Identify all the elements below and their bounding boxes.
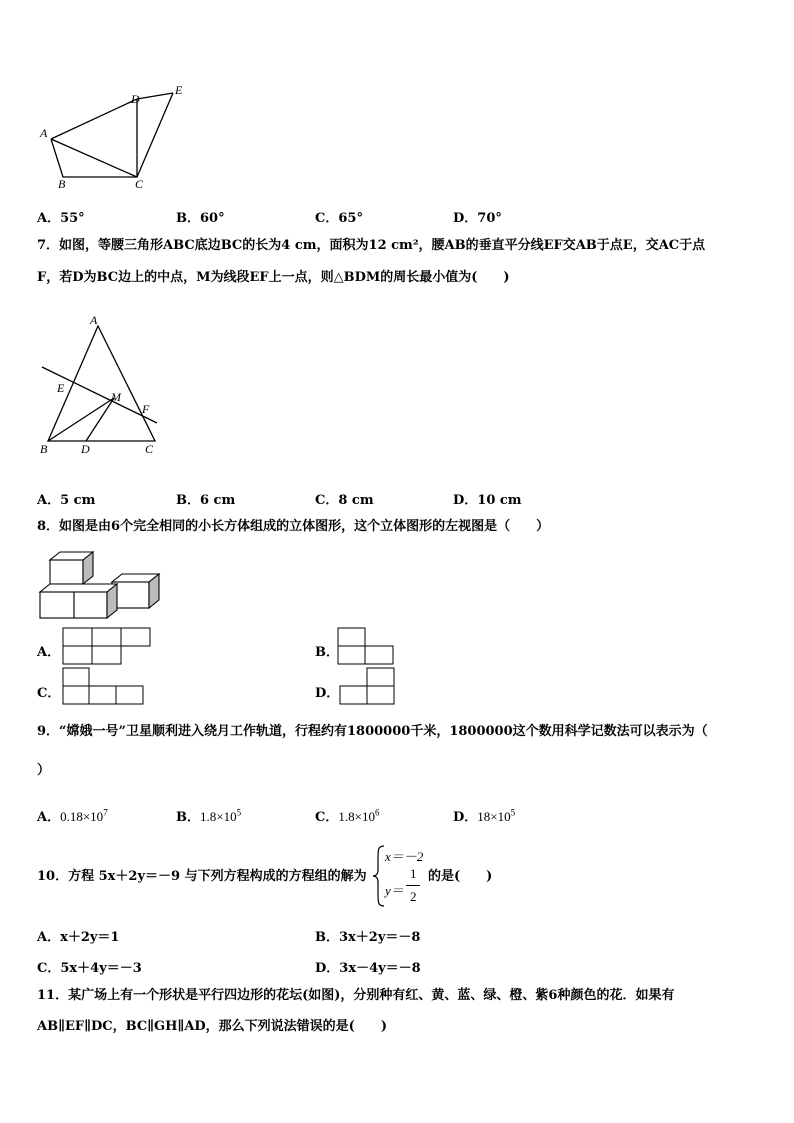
q9-option-c[interactable] (315, 806, 379, 825)
q9-option-d[interactable] (453, 806, 515, 825)
q6-option-c[interactable]: C．65° (315, 211, 363, 226)
q9-text-line1: 9．“嫦娥一号”卫星顺利进入绕月工作轨道，行程约有1800000千米，1800000这个数用科学记数法可以表示为（ (37, 724, 708, 739)
q9-text-line2: ） (37, 763, 51, 778)
q10-eq-x: x＝－2 (385, 849, 424, 864)
q9-option-a-label: A． (37, 810, 61, 825)
q9-option-a-mantissa: 0.18×10 (60, 809, 104, 824)
q10-option-a[interactable]: A．x＋2y＝1 (37, 930, 120, 945)
q10-option-d[interactable]: D．3x－4y＝－8 (315, 961, 421, 976)
q7-text-line2: F，若D为BC边上的中点，M为线段EF上一点，则△BDM的周长最小值为( ) (37, 270, 510, 285)
q7-label-m: M (111, 390, 121, 404)
q10-eq-y: y＝ (385, 883, 404, 898)
q6-option-b[interactable]: B．60° (176, 211, 225, 226)
q8-option-c-figure[interactable] (62, 667, 148, 707)
q8-option-a[interactable]: A． (37, 645, 61, 660)
q11-text-line1: 11．某广场上有一个形状是平行四边形的花坛(如图)，分别种有红、黄、蓝、绿、橙、紫6种颜色的花．如果有 (37, 988, 675, 1003)
q7-label-a: A (90, 313, 98, 327)
q8-option-a-figure[interactable] (62, 627, 154, 667)
q6-label-a: A (40, 126, 48, 140)
q9-option-c-label: C． (315, 810, 339, 825)
q9-option-c-mantissa: 1.8×10 (338, 809, 375, 824)
q9-option-d-exponent: 5 (510, 807, 516, 818)
q7-label-b: B (40, 442, 48, 456)
q7-label-c: C (145, 442, 154, 456)
q8-3d-figure (37, 546, 165, 620)
q8-option-b[interactable]: B． (315, 645, 339, 660)
q7-option-b[interactable]: B．6 cm (176, 493, 236, 508)
q7-option-c[interactable]: C．8 cm (315, 493, 374, 508)
q10-frac-num: 1 (410, 866, 417, 881)
q10-brace (372, 844, 386, 908)
q6-label-b: B (58, 177, 66, 191)
q8-option-c[interactable]: C． (37, 686, 61, 701)
q8-option-d-figure[interactable] (338, 667, 400, 707)
q7-option-a[interactable]: A．5 cm (37, 493, 96, 508)
q10-option-b[interactable]: B．3x＋2y＝－8 (315, 930, 421, 945)
q6-option-d[interactable]: D．70° (453, 211, 502, 226)
q6-option-a[interactable]: A．55° (37, 211, 85, 226)
q9-option-b-label: B． (176, 810, 200, 825)
q7-option-d[interactable]: D．10 cm (453, 493, 522, 508)
q7-label-f: F (142, 402, 150, 416)
q6-label-c: C (135, 177, 144, 191)
q9-option-b-exponent: 5 (236, 807, 242, 818)
q9-option-d-mantissa: 18×10 (477, 809, 511, 824)
q8-option-b-figure[interactable] (337, 627, 399, 667)
q7-label-e: E (57, 381, 65, 395)
q11-text-line2: AB∥EF∥DC，BC∥GH∥AD，那么下列说法错误的是( ) (37, 1019, 387, 1034)
q10-option-c[interactable]: C．5x＋4y＝－3 (37, 961, 142, 976)
q7-figure (36, 310, 166, 460)
q10-text-prefix: 10．方程 5x＋2y＝－9 与下列方程构成的方程组的解为 (37, 869, 367, 884)
q9-option-a-exponent: 7 (103, 807, 108, 818)
q9-option-d-label: D． (453, 810, 478, 825)
q7-text-line1: 7．如图，等腰三角形ABC底边BC的长为4 cm，面积为12 cm²，腰AB的垂直平分线EF交AB于点E，交AC于点 (37, 238, 706, 253)
q7-label-d: D (81, 442, 90, 456)
q9-option-b-mantissa: 1.8×10 (200, 809, 237, 824)
q10-text-suffix: 的是( ) (428, 869, 493, 884)
q6-figure (30, 80, 200, 195)
q8-option-d[interactable]: D． (315, 686, 340, 701)
q9-option-c-exponent: 6 (374, 807, 380, 818)
q9-option-a[interactable] (37, 806, 108, 825)
q10-frac-bar (406, 885, 420, 886)
q10-frac-den: 2 (410, 889, 417, 904)
q9-option-b[interactable] (176, 806, 241, 825)
q6-label-d: D (131, 92, 140, 106)
q8-text: 8．如图是由6个完全相同的小长方体组成的立体图形，这个立体图形的左视图是（ ） (37, 519, 550, 534)
q6-label-e: E (175, 83, 183, 97)
